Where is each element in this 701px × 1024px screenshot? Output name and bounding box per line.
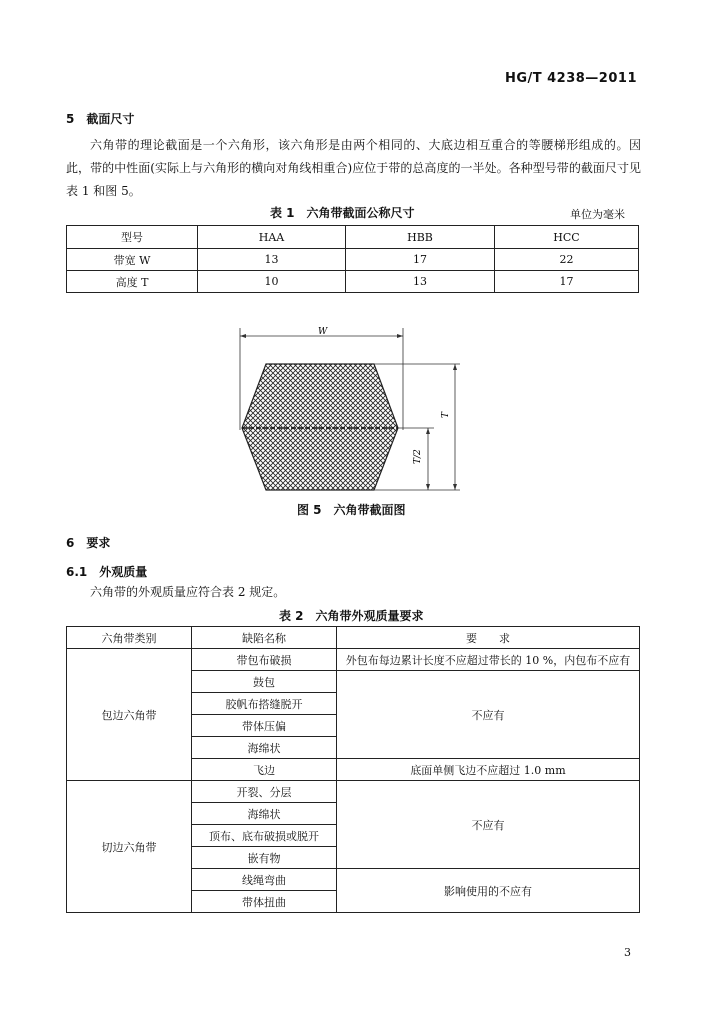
table-2-caption: 表 2 六角带外观质量要求	[279, 609, 424, 623]
label-w: W	[318, 327, 328, 337]
label-t-half: T/2	[413, 449, 423, 464]
requirement-cell: 外包布每边累计长度不应超过带长的 10 %，内包布不应有	[337, 649, 640, 671]
table-cell: 17	[495, 271, 639, 293]
table-2	[66, 626, 640, 913]
table-1-caption: 表 1 六角带截面公称尺寸	[270, 206, 415, 220]
defect-cell: 海绵状	[192, 803, 337, 825]
table-cell: 13	[198, 249, 346, 271]
requirement-cell: 影响使用的不应有	[337, 869, 640, 913]
requirement-cell: 底面单侧飞边不应超过 1.0 mm	[337, 759, 640, 781]
table-cell: 17	[346, 249, 495, 271]
standard-code: HG/T 4238—2011	[504, 71, 637, 86]
page-number: 3	[624, 946, 631, 959]
category-cell: 切边六角带	[67, 781, 192, 913]
table-row	[67, 781, 640, 803]
section-6-1-heading: 6.1 外观质量	[66, 565, 148, 579]
hexagon-shape	[242, 364, 398, 490]
defect-cell: 鼓包	[192, 671, 337, 693]
section-6-1-paragraph: 六角带的外观质量应符合表 2 规定。	[90, 585, 286, 599]
table-row	[67, 271, 639, 293]
table-cell: 高度 T	[67, 271, 198, 293]
defect-cell: 开裂、分层	[192, 781, 337, 803]
table-row	[67, 249, 639, 271]
table-1	[66, 225, 639, 293]
defect-cell: 顶布、底布破损或脱开	[192, 825, 337, 847]
section-5-paragraph: 六角带的理论截面是一个六角形，该六角形是由两个相同的、大底边相互重合的等腰梯形组成的。因此，带的中性面(实际上与六角形的横向对角线相重合)应位于带的总高度的一半处。各种型号带的截面尺寸见表 1 和图 5。	[66, 138, 641, 198]
requirement-cell: 不应有	[337, 671, 640, 759]
table-header-cell: HBB	[346, 226, 495, 249]
section-6-heading: 6 要求	[66, 536, 111, 550]
table-header-cell: 缺陷名称	[192, 627, 337, 649]
figure-5-caption: 图 5 六角带截面图	[297, 503, 406, 517]
table-cell: 带宽 W	[67, 249, 198, 271]
table-cell: 10	[198, 271, 346, 293]
table-header-cell: HAA	[198, 226, 346, 249]
table-header-cell: 型号	[67, 226, 198, 249]
defect-cell: 线绳弯曲	[192, 869, 337, 891]
table-row	[67, 649, 640, 671]
defect-cell: 带包布破损	[192, 649, 337, 671]
defect-cell: 飞边	[192, 759, 337, 781]
defect-cell: 海绵状	[192, 737, 337, 759]
defect-cell: 胶帆布搭缝脱开	[192, 693, 337, 715]
table-header-cell: HCC	[495, 226, 639, 249]
defect-cell: 带体扭曲	[192, 891, 337, 913]
hexagon-cross-section-figure	[228, 318, 478, 498]
table-1-unit: 单位为毫米	[570, 208, 625, 221]
requirement-cell: 不应有	[337, 781, 640, 869]
table-cell: 22	[495, 249, 639, 271]
defect-cell: 带体压偏	[192, 715, 337, 737]
table-row	[67, 627, 640, 649]
section-5-heading: 5 截面尺寸	[66, 112, 135, 126]
table-header-cell: 要 求	[337, 627, 640, 649]
defect-cell: 嵌有物	[192, 847, 337, 869]
label-t: T	[441, 411, 451, 418]
table-row	[67, 226, 639, 249]
category-cell: 包边六角带	[67, 649, 192, 781]
table-header-cell: 六角带类别	[67, 627, 192, 649]
table-cell: 13	[346, 271, 495, 293]
